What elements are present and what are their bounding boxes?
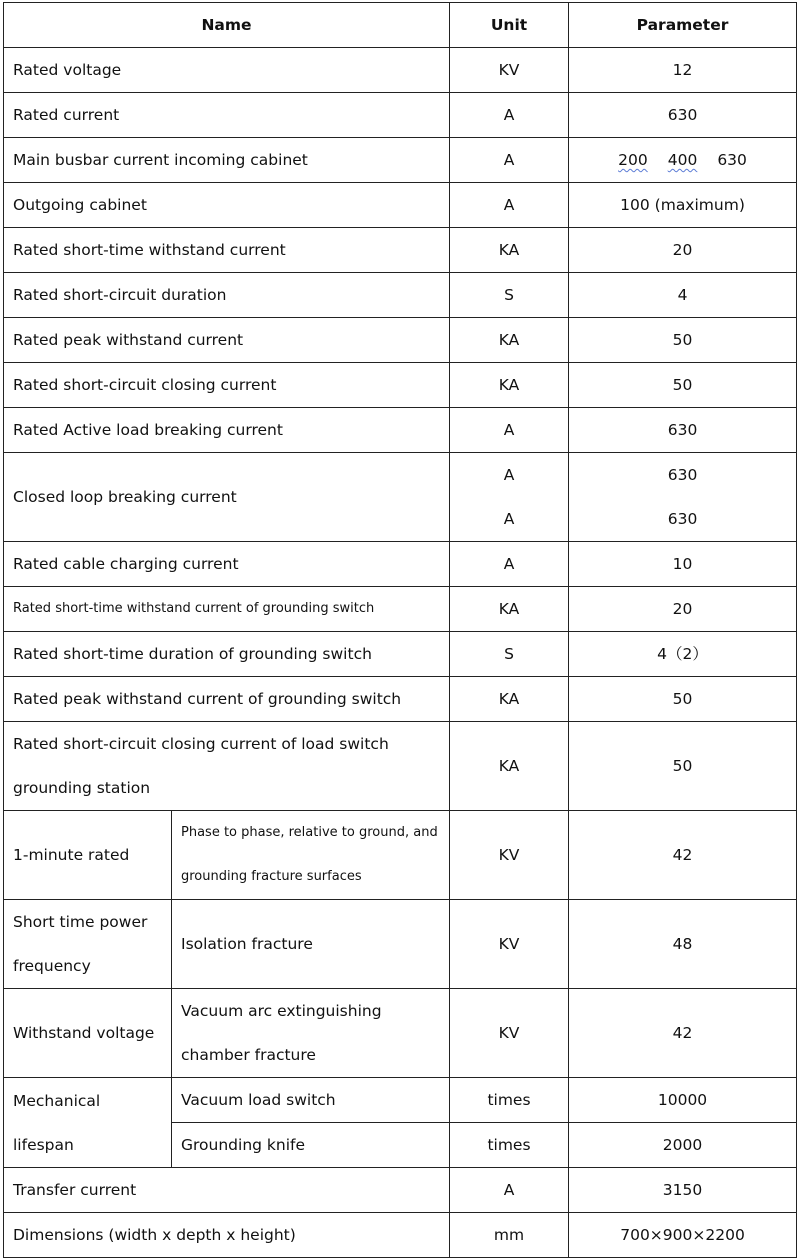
row-unit: A	[450, 138, 569, 183]
row-unit: KV	[450, 900, 569, 989]
header-row	[4, 3, 797, 48]
row-unit: A	[450, 408, 569, 453]
row-unit: times	[450, 1123, 569, 1168]
table-row	[4, 1078, 797, 1123]
value-630: 630	[717, 151, 747, 169]
table-row	[4, 900, 797, 989]
row-value: 42	[569, 989, 797, 1078]
row-unit: KA	[450, 677, 569, 722]
table-row	[4, 587, 797, 632]
table-row	[4, 363, 797, 408]
row-unit: KV	[450, 989, 569, 1078]
row-value: 4	[569, 273, 797, 318]
parameter-table	[3, 2, 797, 1258]
table-row	[4, 138, 797, 183]
row-name: Outgoing cabinet	[4, 183, 450, 228]
header-parameter: Parameter	[569, 3, 797, 48]
row-value: 100 (maximum)	[569, 183, 797, 228]
row-name: Closed loop breaking current	[4, 453, 450, 542]
header-unit: Unit	[450, 3, 569, 48]
header-name: Name	[4, 3, 450, 48]
row-unit: times	[450, 1078, 569, 1123]
row-unit: S	[450, 273, 569, 318]
row-value: 42	[569, 811, 797, 900]
value-400: 400	[667, 151, 698, 169]
group-label: Mechanical lifespan	[4, 1078, 172, 1168]
unit-line-2: A	[503, 510, 515, 528]
row-unit: KA	[450, 363, 569, 408]
table-row	[4, 183, 797, 228]
row-value: 3150	[569, 1168, 797, 1213]
table-row	[4, 811, 797, 900]
table-row	[4, 1213, 797, 1258]
row-name: Rated short-circuit duration	[4, 273, 450, 318]
table-row	[4, 228, 797, 273]
group-label: Short time power frequency	[4, 900, 172, 989]
row-name: Rated short-time withstand current of grounding switch	[4, 587, 450, 632]
row-unit: A	[450, 542, 569, 587]
row-name: Rated short-time duration of grounding switch	[4, 632, 450, 677]
table-row	[4, 542, 797, 587]
row-value: 50	[569, 363, 797, 408]
sub-name: Grounding knife	[172, 1123, 450, 1168]
value-line-1: 630	[667, 466, 698, 484]
table-row	[4, 677, 797, 722]
row-value: 20	[569, 587, 797, 632]
row-unit: S	[450, 632, 569, 677]
row-unit: KV	[450, 48, 569, 93]
row-name: Dimensions (width x depth x height)	[4, 1213, 450, 1258]
row-name: Rated peak withstand current	[4, 318, 450, 363]
sub-name: Isolation fracture	[172, 900, 450, 989]
row-name: Rated Active load breaking current	[4, 408, 450, 453]
row-name: Rated short-circuit closing current	[4, 363, 450, 408]
row-unit: A	[450, 93, 569, 138]
row-unit: KA	[450, 318, 569, 363]
value-line-2: 630	[667, 510, 698, 528]
row-value: 2000	[569, 1123, 797, 1168]
row-value: 50	[569, 677, 797, 722]
row-unit	[450, 453, 569, 542]
table-row	[4, 93, 797, 138]
table-row	[4, 453, 797, 542]
table-row	[4, 273, 797, 318]
table-row	[4, 48, 797, 93]
row-value: 12	[569, 48, 797, 93]
row-unit: KA	[450, 228, 569, 273]
sub-name: Vacuum arc extinguishing chamber fracture	[172, 989, 450, 1078]
row-name: Rated short-circuit closing current of load switch grounding station	[4, 722, 450, 811]
row-unit: A	[450, 183, 569, 228]
row-value: 10000	[569, 1078, 797, 1123]
row-value: 10	[569, 542, 797, 587]
row-value: 48	[569, 900, 797, 989]
table-row	[4, 989, 797, 1078]
row-value: 50	[569, 722, 797, 811]
row-value: 50	[569, 318, 797, 363]
sub-name: Phase to phase, relative to ground, and grounding fracture surfaces	[172, 811, 450, 900]
row-name: Main busbar current incoming cabinet	[4, 138, 450, 183]
row-name: Rated peak withstand current of grounding switch	[4, 677, 450, 722]
sub-name: Vacuum load switch	[172, 1078, 450, 1123]
row-value: 630	[569, 93, 797, 138]
row-unit: KA	[450, 722, 569, 811]
row-unit: A	[450, 1168, 569, 1213]
table-row	[4, 408, 797, 453]
table-row	[4, 722, 797, 811]
row-unit: KV	[450, 811, 569, 900]
group-label: 1-minute rated	[4, 811, 172, 900]
row-value: 4（2）	[569, 632, 797, 677]
row-value: 700×900×2200	[569, 1213, 797, 1258]
value-200: 200	[618, 151, 648, 169]
row-value: 20	[569, 228, 797, 273]
table-row	[4, 318, 797, 363]
row-name: Rated cable charging current	[4, 542, 450, 587]
row-unit: KA	[450, 587, 569, 632]
row-value: 630	[569, 408, 797, 453]
table-row	[4, 1168, 797, 1213]
unit-line-1: A	[503, 466, 515, 484]
row-name: Transfer current	[4, 1168, 450, 1213]
table-row	[4, 632, 797, 677]
row-name: Rated current	[4, 93, 450, 138]
row-name: Rated voltage	[4, 48, 450, 93]
group-label: Withstand voltage	[4, 989, 172, 1078]
row-name: Rated short-time withstand current	[4, 228, 450, 273]
row-value	[569, 138, 797, 183]
row-value	[569, 453, 797, 542]
row-unit: mm	[450, 1213, 569, 1258]
